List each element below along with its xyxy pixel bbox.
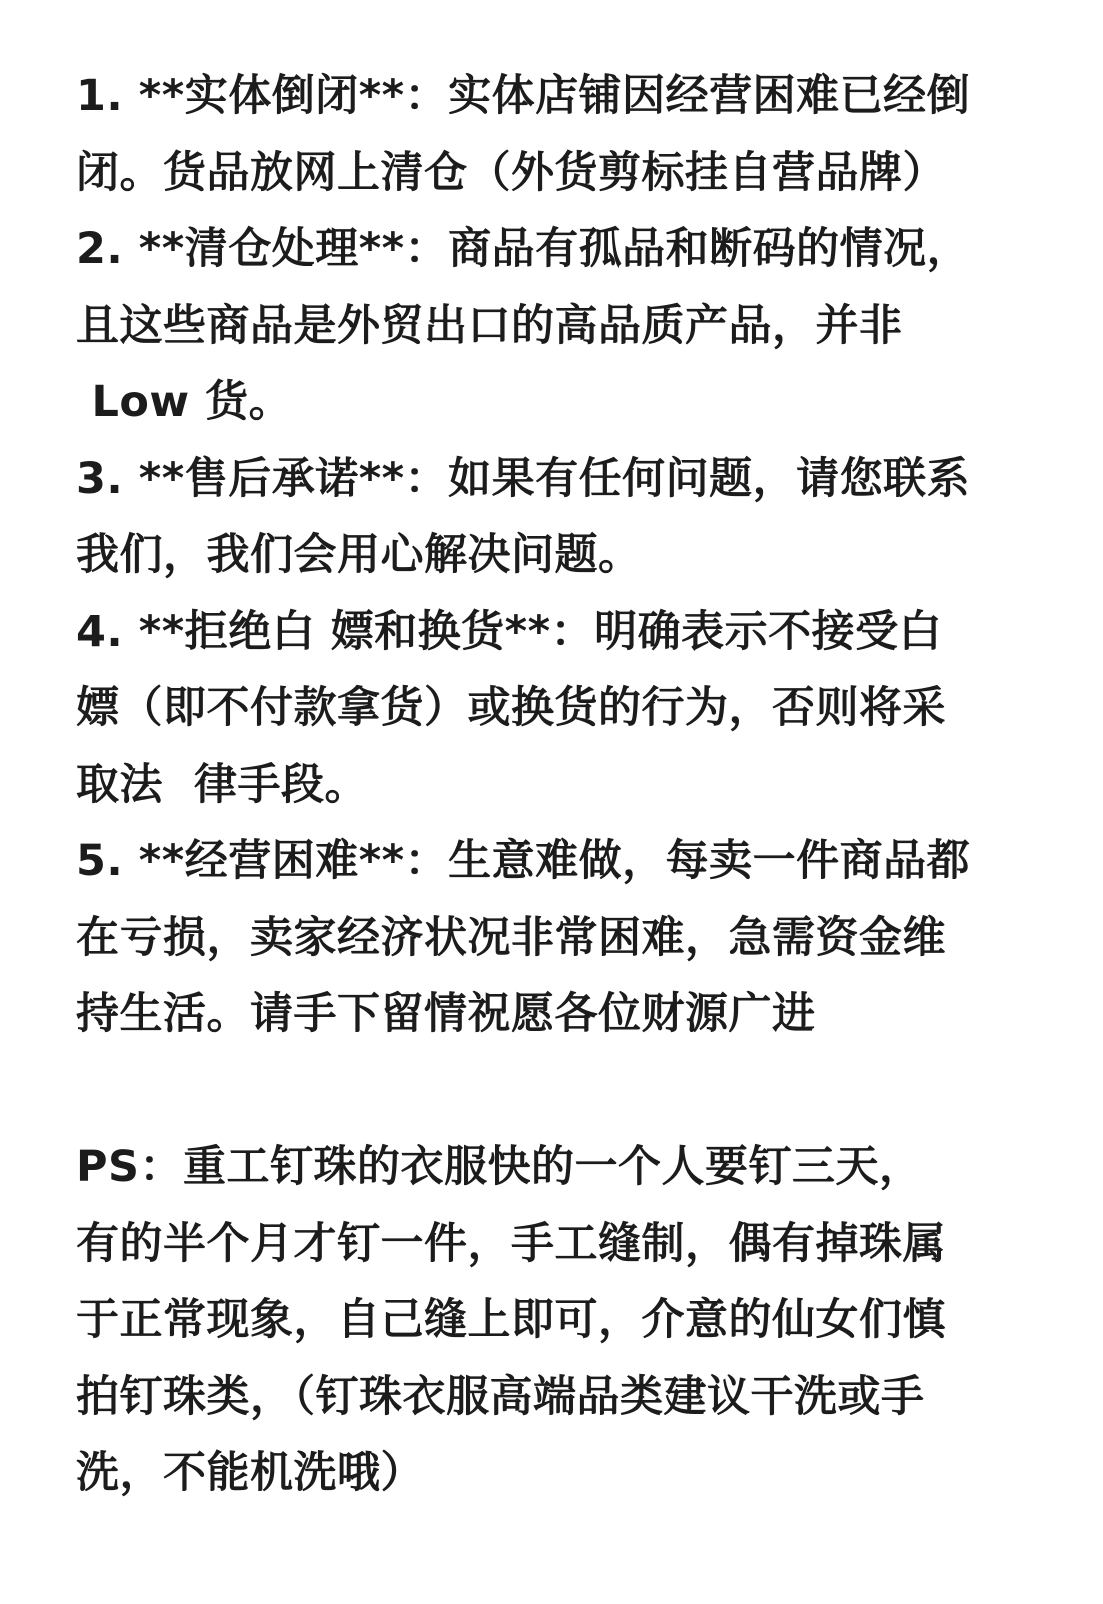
text-line: 拍钉珠类，（钉珠衣服高端品类建议干洗或手 — [76, 1371, 925, 1422]
text-line: 持生活。请手下留情祝愿各位财源广进 — [76, 989, 816, 1039]
text-line: 取法 律手段。 — [76, 759, 368, 810]
text-line: 在亏损，卖家经济状况非常困难，急需资金维 — [76, 912, 946, 963]
text-line: 嫖（即不付款拿货）或换货的行为，否则将采 — [76, 683, 946, 733]
document-text — [76, 58, 1076, 1512]
text-line: 闭。货品放网上清仓（外货剪标挂自营品牌） — [76, 147, 946, 198]
text-line: 3. **售后承诺**：如果有任何问题，请您联系 — [76, 453, 971, 504]
text-line: 2. **清仓处理**：商品有孤品和断码的情况， — [76, 224, 971, 274]
text-line: 4. **拒绝白 嫖和换货**：明确表示不接受白 — [76, 606, 943, 657]
text-line: 于正常现象，自己缝上即可，介意的仙女们慎 — [76, 1295, 946, 1345]
text-line: 且这些商品是外贸出口的高品质产品，并非 — [76, 300, 903, 351]
text-line: PS：重工钉珠的衣服快的一个人要钉三天， — [76, 1142, 923, 1192]
text-line: 洗，不能机洗哦） — [76, 1448, 424, 1498]
text-line: Low 货。 — [76, 377, 293, 427]
text-line: 我们，我们会用心解决问题。 — [76, 530, 642, 580]
text-line: 1. **实体倒闭**：实体店铺因经营困难已经倒 — [76, 71, 971, 121]
text-line: 5. **经营困难**：生意难做，每卖一件商品都 — [76, 836, 971, 886]
blank-line — [76, 1053, 1076, 1130]
text-line: 有的半个月才钉一件，手工缝制，偶有掉珠属 — [76, 1218, 946, 1269]
